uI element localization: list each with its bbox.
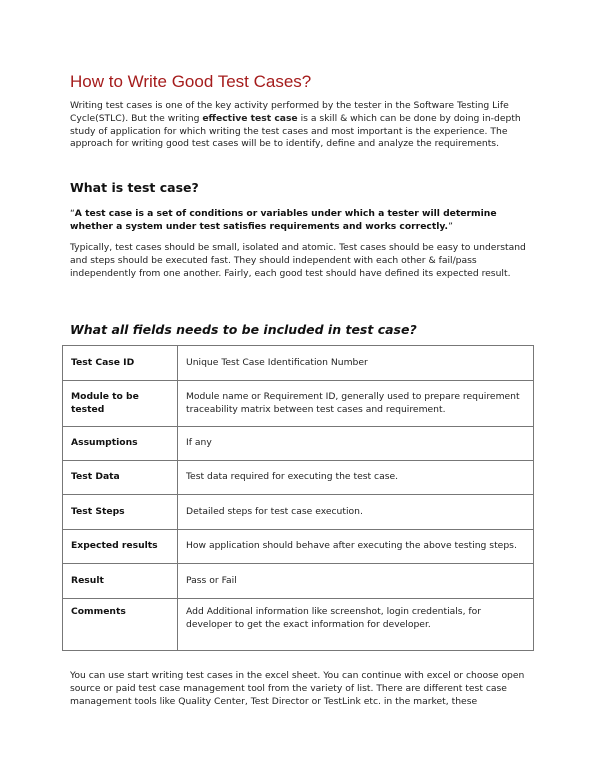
field-name-cell: Test Steps	[63, 495, 178, 530]
field-description-cell: Unique Test Case Identification Number	[178, 346, 534, 381]
closing-paragraph: You can use start writing test cases in the excel sheet. You can continue with excel or choose open source or paid test case management tool from the variety of list. There are different test case management tools like Quality Center, Test Director or TestLink etc. in the market, these	[70, 670, 525, 707]
intro-bold-phrase: effective test case	[202, 112, 298, 124]
quote-text: A test case is a set of conditions or variables under which a tester will determine whether a system under test satisfies requirements and works correctly.	[70, 208, 497, 232]
page-title: How to Write Good Test Cases?	[70, 72, 312, 91]
section-heading-what-is-test-case: What is test case?	[70, 180, 199, 195]
field-name-cell: Assumptions	[63, 427, 178, 461]
section-heading-fields: What all fields needs to be included in test case?	[70, 322, 417, 337]
field-name-cell: Module to be tested	[63, 381, 178, 427]
field-description-cell: Add Additional information like screenshot, login credentials, for developer to get the exact information for developer.	[178, 599, 534, 651]
quote-open-mark: “	[70, 208, 75, 219]
table-row	[63, 461, 534, 495]
table-row	[63, 599, 534, 651]
field-description-cell: Detailed steps for test case execution.	[178, 495, 534, 530]
field-description-cell: Pass or Fail	[178, 564, 534, 599]
definition-quote	[70, 208, 540, 234]
field-name-cell: Test Case ID	[63, 346, 178, 381]
table-row	[63, 564, 534, 599]
table-row	[63, 427, 534, 461]
field-description-cell: Module name or Requirement ID, generally used to prepare requirement traceability matrix between test cases and requirement.	[178, 381, 534, 427]
field-name-cell: Result	[63, 564, 178, 599]
intro-paragraph	[70, 100, 540, 151]
field-description-cell: How application should behave after executing the above testing steps.	[178, 530, 534, 564]
table-row	[63, 530, 534, 564]
table-row	[63, 495, 534, 530]
quote-close-mark: ”	[448, 220, 453, 232]
intro-text-end: is a skill & which can be done by doing in-depth study of application for which writing the test cases and most important is the experience. The approach for writing good test cases will be to identify, define and analyze the requirements.	[70, 112, 521, 150]
field-description-cell: Test data required for executing the test case.	[178, 461, 534, 495]
test-case-fields-table	[62, 345, 534, 651]
field-name-cell: Comments	[63, 599, 178, 651]
field-name-cell: Test Data	[63, 461, 178, 495]
table-row	[63, 381, 534, 427]
test-case-description-paragraph: Typically, test cases should be small, isolated and atomic. Test cases should be easy to understand and steps should be executed fast. They should independent with each other & fail/pass independently from one another. Fairly, each good test should have defined its expected result.	[70, 242, 526, 279]
table-row	[63, 346, 534, 381]
intro-text-start: Writing test cases is one of the key activity performed by the tester in the Software Testing Life Cycle(STLC). But the writing	[70, 100, 509, 124]
field-name-cell: Expected results	[63, 530, 178, 564]
field-description-cell: If any	[178, 427, 534, 461]
